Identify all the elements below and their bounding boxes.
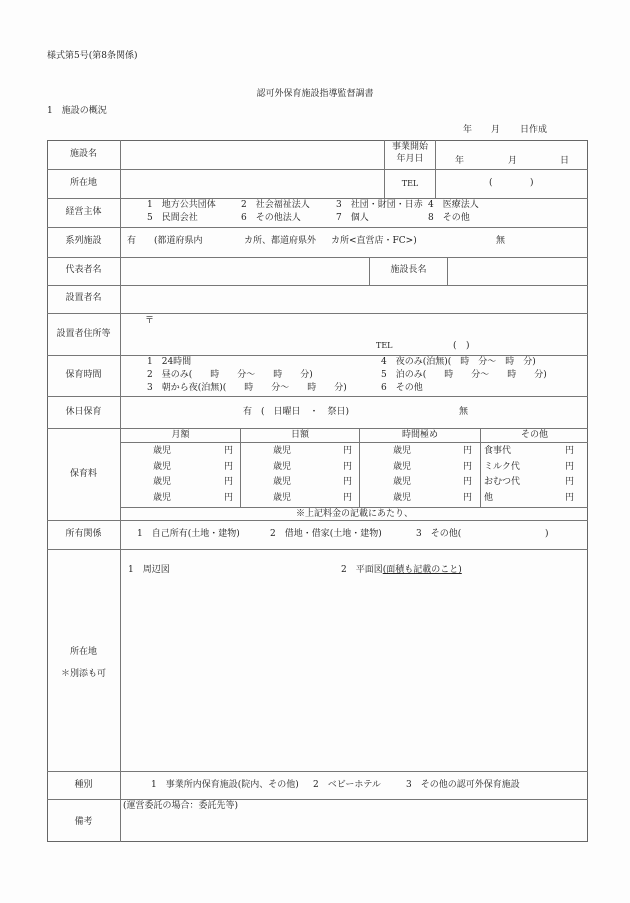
map-label: 所在地 bbox=[69, 647, 97, 657]
holiday-yes[interactable]: 有 ( 日曜日 ・ 祭日) bbox=[243, 407, 350, 417]
representative-field[interactable] bbox=[121, 258, 368, 284]
fee-age-unit[interactable]: 歳児 bbox=[393, 446, 412, 456]
fee-age-unit[interactable]: 歳児 bbox=[153, 462, 172, 472]
operator-option[interactable]: 1 地方公共団体 bbox=[147, 200, 216, 210]
fee-yen-unit: 円 bbox=[565, 477, 575, 487]
section-heading: 1 施設の概況 bbox=[47, 106, 107, 116]
hours-option[interactable]: 4 夜のみ(泊無)( 時 分～ 時 分) bbox=[381, 357, 536, 367]
fees-col-daily: 日額 bbox=[290, 430, 309, 440]
operator-option[interactable]: 6 その他法人 bbox=[241, 213, 301, 223]
fee-age-unit[interactable]: 歳児 bbox=[273, 462, 292, 472]
floorplan-prefix: 2 平面図 bbox=[341, 565, 383, 575]
ownership-option[interactable]: 2 借地・借家(土地・建物) bbox=[270, 529, 382, 539]
fee-yen-unit: 円 bbox=[224, 493, 234, 503]
row-line bbox=[47, 227, 588, 228]
fee-yen-unit: 円 bbox=[565, 493, 575, 503]
row-line bbox=[47, 549, 588, 550]
founder-field[interactable] bbox=[121, 286, 587, 312]
fees-header-line bbox=[120, 442, 588, 443]
form-number: 様式第5号(第8条関係) bbox=[47, 51, 138, 61]
fee-yen-unit: 円 bbox=[565, 462, 575, 472]
fee-age-unit[interactable]: 歳児 bbox=[393, 493, 412, 503]
founder-tel-paren-open[interactable]: ( bbox=[453, 341, 457, 351]
fees-col-other: その他 bbox=[520, 430, 548, 440]
fee-other-item: 他 bbox=[484, 493, 494, 503]
hours-option[interactable]: 6 その他 bbox=[381, 383, 423, 393]
fee-yen-unit: 円 bbox=[463, 493, 473, 503]
ownership-option[interactable]: 3 その他( bbox=[416, 529, 462, 539]
affiliated-label: 系列施設 bbox=[65, 236, 102, 246]
start-date-label-1: 事業開始 bbox=[391, 142, 428, 152]
operator-option[interactable]: 5 民間会社 bbox=[147, 213, 198, 223]
fee-age-unit[interactable]: 歳児 bbox=[273, 446, 292, 456]
page-title: 認可外保育施設指導監督調書 bbox=[256, 89, 374, 99]
founder-tel-paren-close[interactable]: ) bbox=[466, 341, 470, 351]
fee-yen-unit: 円 bbox=[565, 446, 575, 456]
holiday-label: 休日保育 bbox=[65, 407, 102, 417]
start-month[interactable]: 月 bbox=[508, 156, 518, 166]
row-line bbox=[47, 313, 588, 314]
fee-yen-unit: 円 bbox=[224, 446, 234, 456]
created-day: 日作成 bbox=[520, 125, 548, 135]
map-attachment-note: ＊別添も可 bbox=[60, 669, 106, 679]
fee-yen-unit: 円 bbox=[224, 462, 234, 472]
fee-other-item: おむつ代 bbox=[484, 477, 521, 487]
affiliated-detail: カ所<直営店・FC>) bbox=[331, 236, 417, 246]
location-label: 所在地 bbox=[69, 178, 97, 188]
fee-yen-unit: 円 bbox=[343, 446, 353, 456]
location-field[interactable] bbox=[121, 170, 383, 197]
created-year: 年 bbox=[463, 125, 473, 135]
fee-age-unit[interactable]: 歳児 bbox=[393, 477, 412, 487]
hours-option[interactable]: 1 24時間 bbox=[147, 357, 192, 367]
row-line bbox=[47, 520, 588, 521]
postal-mark: 〒 bbox=[145, 316, 155, 326]
fee-yen-unit: 円 bbox=[224, 477, 234, 487]
fee-yen-unit: 円 bbox=[463, 477, 473, 487]
operator-option[interactable]: 8 その他 bbox=[428, 213, 470, 223]
row-line bbox=[47, 771, 588, 772]
fee-yen-unit: 円 bbox=[343, 493, 353, 503]
fee-age-unit[interactable]: 歳児 bbox=[393, 462, 412, 472]
row-line bbox=[47, 396, 588, 397]
affiliated-detail: (都道府県内 bbox=[154, 236, 203, 246]
fee-age-unit[interactable]: 歳児 bbox=[153, 446, 172, 456]
fee-age-unit[interactable]: 歳児 bbox=[273, 493, 292, 503]
fee-yen-unit: 円 bbox=[463, 446, 473, 456]
created-month: 月 bbox=[491, 125, 501, 135]
fees-label: 保育料 bbox=[69, 469, 97, 479]
facility-name-field[interactable] bbox=[121, 141, 383, 168]
hours-option[interactable]: 5 泊のみ( 時 分～ 時 分) bbox=[381, 370, 547, 380]
fee-other-item: ミルク代 bbox=[484, 462, 520, 472]
founder-label: 設置者名 bbox=[65, 293, 102, 303]
tel-paren-close[interactable]: ) bbox=[530, 178, 534, 188]
fee-age-unit[interactable]: 歳児 bbox=[153, 493, 172, 503]
operator-label: 経営主体 bbox=[65, 207, 102, 217]
fee-age-unit[interactable]: 歳児 bbox=[153, 477, 172, 487]
start-year[interactable]: 年 bbox=[455, 156, 465, 166]
ownership-option[interactable]: 1 自己所有(土地・建物) bbox=[137, 529, 240, 539]
ownership-paren-close: ) bbox=[545, 529, 549, 539]
fee-yen-unit: 円 bbox=[343, 462, 353, 472]
fees-col-hourly: 時間極め bbox=[401, 430, 438, 440]
tel-paren-open[interactable]: ( bbox=[489, 178, 493, 188]
operator-option[interactable]: 4 医療法人 bbox=[428, 200, 479, 210]
type-label: 種別 bbox=[74, 780, 93, 790]
affiliated-yes[interactable]: 有 bbox=[127, 236, 137, 246]
operator-option[interactable]: 2 社会福祉法人 bbox=[241, 200, 310, 210]
fee-yen-unit: 円 bbox=[463, 462, 473, 472]
type-option[interactable]: 2 ベビーホテル bbox=[313, 780, 381, 790]
fee-yen-unit: 円 bbox=[343, 477, 353, 487]
map-item-floorplan bbox=[341, 566, 462, 575]
founder-tel-label: TEL bbox=[376, 341, 393, 350]
fees-col-monthly: 月額 bbox=[171, 430, 190, 440]
fee-other-item: 食事代 bbox=[484, 446, 512, 456]
row-line bbox=[47, 355, 588, 356]
affiliated-no[interactable]: 無 bbox=[496, 236, 506, 246]
remarks-field[interactable] bbox=[121, 813, 587, 841]
map-drawing-area[interactable] bbox=[121, 580, 587, 770]
remarks-label: 備考 bbox=[74, 817, 93, 827]
hours-label: 保育時間 bbox=[65, 370, 102, 380]
start-date-label-2: 年月日 bbox=[396, 154, 424, 164]
map-item-surrounding: 1 周辺図 bbox=[128, 565, 170, 575]
founder-address-label: 設置者住所等 bbox=[56, 329, 111, 339]
facility-name-label: 施設名 bbox=[69, 149, 97, 159]
director-field[interactable] bbox=[448, 258, 587, 284]
fees-note-line bbox=[120, 507, 588, 508]
affiliated-detail: カ所、都道府県外 bbox=[244, 236, 317, 246]
tel-label: TEL bbox=[401, 179, 419, 188]
type-option[interactable]: 3 その他の認可外保育施設 bbox=[406, 780, 520, 790]
holiday-no[interactable]: 無 bbox=[459, 407, 469, 417]
representative-label: 代表者名 bbox=[65, 265, 102, 275]
hours-option[interactable]: 3 朝から夜(泊無)( 時 分～ 時 分) bbox=[147, 383, 347, 393]
operator-option[interactable]: 3 社団・財団・日赤 bbox=[336, 200, 423, 210]
cell-divider bbox=[435, 140, 436, 198]
row-line bbox=[47, 428, 588, 429]
hours-option[interactable]: 2 昼のみ( 時 分～ 時 分) bbox=[147, 370, 313, 380]
row-line bbox=[47, 799, 588, 800]
ownership-label: 所有関係 bbox=[65, 529, 102, 539]
row-line bbox=[47, 198, 588, 199]
start-day[interactable]: 日 bbox=[560, 156, 570, 166]
fee-age-unit[interactable]: 歳児 bbox=[273, 477, 292, 487]
type-option[interactable]: 1 事業所内保育施設(院内、その他) bbox=[151, 780, 299, 790]
remarks-note: (運営委託の場合：委託先等) bbox=[123, 801, 239, 811]
fees-note: ※上記料金の記載にあたり、 bbox=[295, 509, 413, 519]
floorplan-note: (面積も記載のこと) bbox=[382, 565, 462, 575]
operator-option[interactable]: 7 個人 bbox=[336, 213, 369, 223]
director-label: 施設長名 bbox=[390, 265, 427, 275]
